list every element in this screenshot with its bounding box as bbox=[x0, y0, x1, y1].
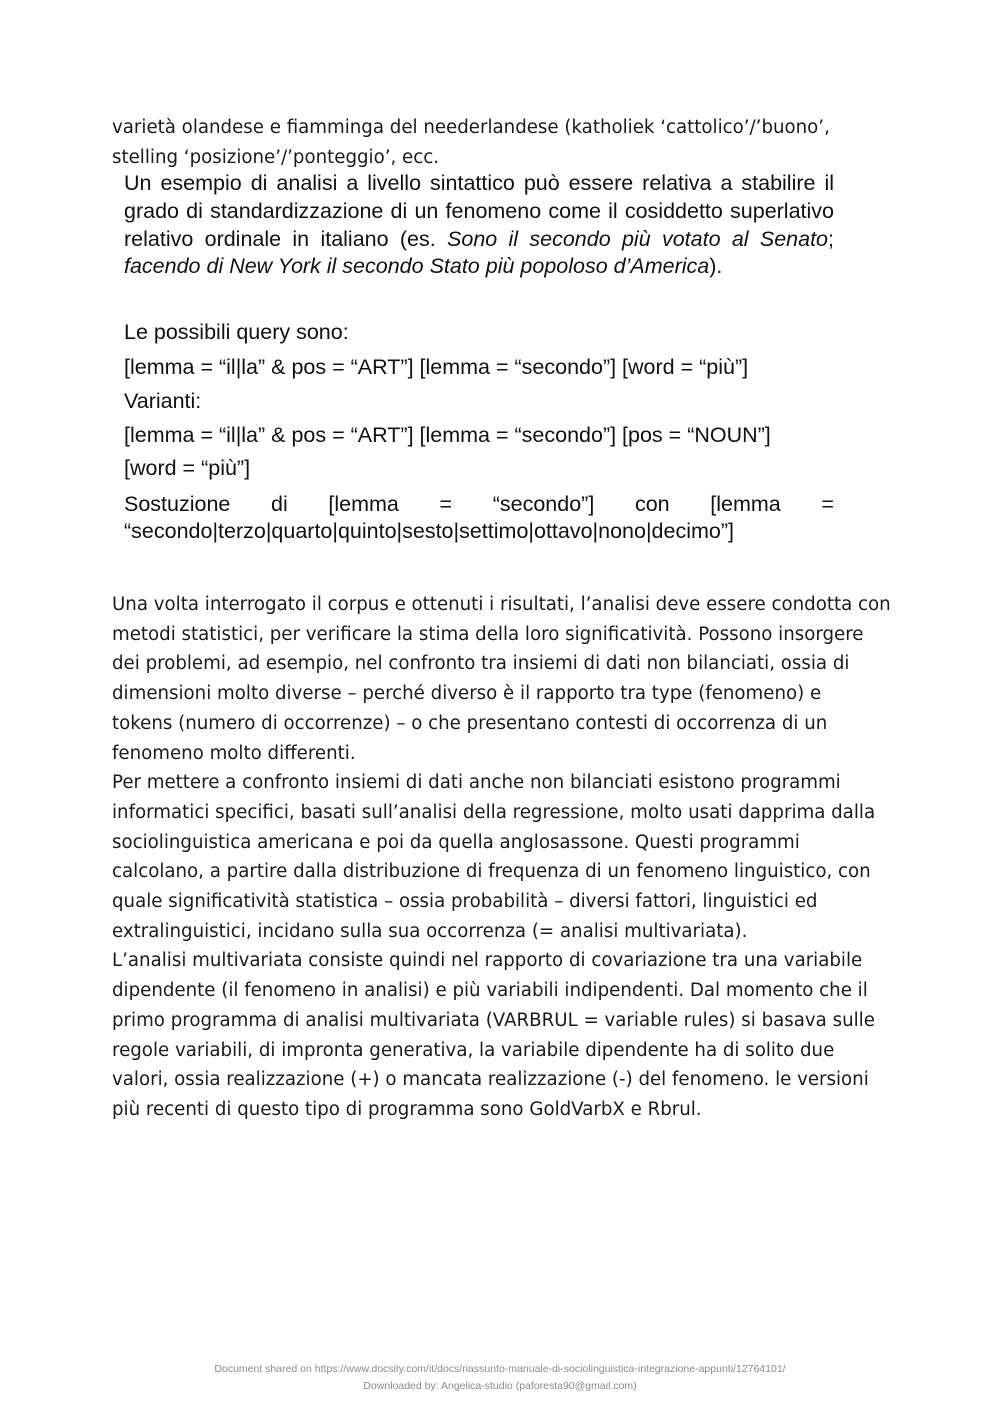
embedded-example-image bbox=[114, 170, 844, 552]
substitution-line bbox=[124, 490, 834, 518]
body-line: più recenti di questo tipo di programma sono GoldVarbX e Rbrul. bbox=[112, 1098, 702, 1120]
body-line: regole variabili, di impronta generativa, la variabile dipendente ha di solito due bbox=[112, 1039, 835, 1061]
body-line: sociolinguistica americana e poi da quella anglosassone. Questi programmi bbox=[112, 831, 800, 853]
body-line: quale significatività statistica – ossia probabilità – diversi fattori, linguistici ed bbox=[112, 891, 818, 913]
substitution-token: con bbox=[634, 492, 670, 516]
body-line: primo programma di analisi multivariata (VARBRUL = variable rules) si basava sulle bbox=[112, 1009, 875, 1031]
example-sentence-2: facendo di New York il secondo Stato più popoloso d’America bbox=[124, 254, 710, 279]
query-intro: Le possibili query sono: bbox=[124, 320, 349, 344]
intro-line: varietà olandese e fiamminga del neederlandese (katholiek ‘cattolico’/’buono’, bbox=[112, 117, 830, 138]
substitution-token: = bbox=[439, 492, 453, 516]
substitution-values: “secondo|terzo|quarto|quinto|sesto|settimo|ottavo|nono|decimo”] bbox=[124, 519, 734, 543]
varianti-label: Varianti: bbox=[124, 389, 202, 413]
footer-downloaded-by: Downloaded by: Angelica-studio (paforesta90@gmail.com) bbox=[363, 1380, 637, 1392]
body-line: Una volta interrogato il corpus e ottenuti i risultati, l’analisi deve essere condotta con bbox=[112, 594, 891, 615]
example-close: ). bbox=[709, 254, 723, 279]
query-2: [lemma = “il|la” & pos = “ART”] [lemma = “secondo”] [pos = “NOUN”] bbox=[124, 423, 771, 447]
body-line: tokens (numero di occorrenze) – o che presentano contesti di occorrenza di un bbox=[112, 712, 828, 734]
footer-shared-link[interactable]: Document shared on https://www.docsity.com/it/docs/riassunto-manuale-di-sociolinguistica-integrazione-appunti/12764101/ bbox=[214, 1363, 786, 1375]
body-line: informatici specifici, basati sull’analisi della regressione, molto usati dapprima dalla bbox=[112, 801, 876, 823]
example-text: Un esempio di analisi a livello sintattico può essere relativa a stabilire il grado di standardizzazione di un fenomeno come il cosiddetto superlativo relativo ordinale in italiano (es. bbox=[124, 171, 834, 251]
substitution-token: “secondo”] bbox=[492, 492, 595, 516]
body-line: metodi statistici, per verificare la stima della loro significatività. Possono insorgere bbox=[112, 623, 864, 645]
example-sentence-1: Sono il secondo più votato al Senato bbox=[447, 226, 829, 251]
intro-paragraph bbox=[112, 113, 902, 172]
substitution-token: = bbox=[821, 492, 834, 516]
substitution-token: Sostuzione bbox=[124, 492, 231, 516]
substitution-token: [lemma bbox=[710, 492, 781, 516]
body-line: fenomeno molto differenti. bbox=[112, 742, 356, 764]
body-line: L’analisi multivariata consiste quindi nel rapporto di covariazione tra una variabile bbox=[112, 950, 863, 972]
body-line: dei problemi, ad esempio, nel confronto tra insiemi di dati non bilanciati, ossia di bbox=[112, 653, 850, 675]
body-line: dipendente (il fenomeno in analisi) e più variabili indipendenti. Dal momento che il bbox=[112, 980, 868, 1002]
example-paragraph bbox=[124, 170, 834, 281]
body-line: valori, ossia realizzazione (+) o mancata realizzazione (-) del fenomeno. le versioni bbox=[112, 1069, 869, 1091]
query-2-continued: [word = “più”] bbox=[124, 456, 251, 480]
query-1: [lemma = “il|la” & pos = “ART”] [lemma = “secondo”] [word = “più”] bbox=[124, 355, 749, 379]
body-line: dimensioni molto diverse – perché diverso è il rapporto tra type (fenomeno) e bbox=[112, 683, 822, 705]
example-separator: ; bbox=[828, 226, 834, 251]
intro-line: stelling ‘posizione’/’ponteggio’, ecc. bbox=[112, 146, 440, 168]
substitution-token: [lemma bbox=[328, 492, 399, 516]
body-paragraphs bbox=[112, 590, 902, 1125]
body-line: calcolano, a partire dalla distribuzione di frequenza di un fenomeno linguistico, con bbox=[112, 861, 871, 883]
substitution-token: di bbox=[271, 492, 288, 516]
body-line: Per mettere a confronto insiemi di dati anche non bilanciati esistono programmi bbox=[112, 772, 841, 794]
body-line: extralinguistici, incidano sulla sua occorrenza (= analisi multivariata). bbox=[112, 920, 748, 942]
